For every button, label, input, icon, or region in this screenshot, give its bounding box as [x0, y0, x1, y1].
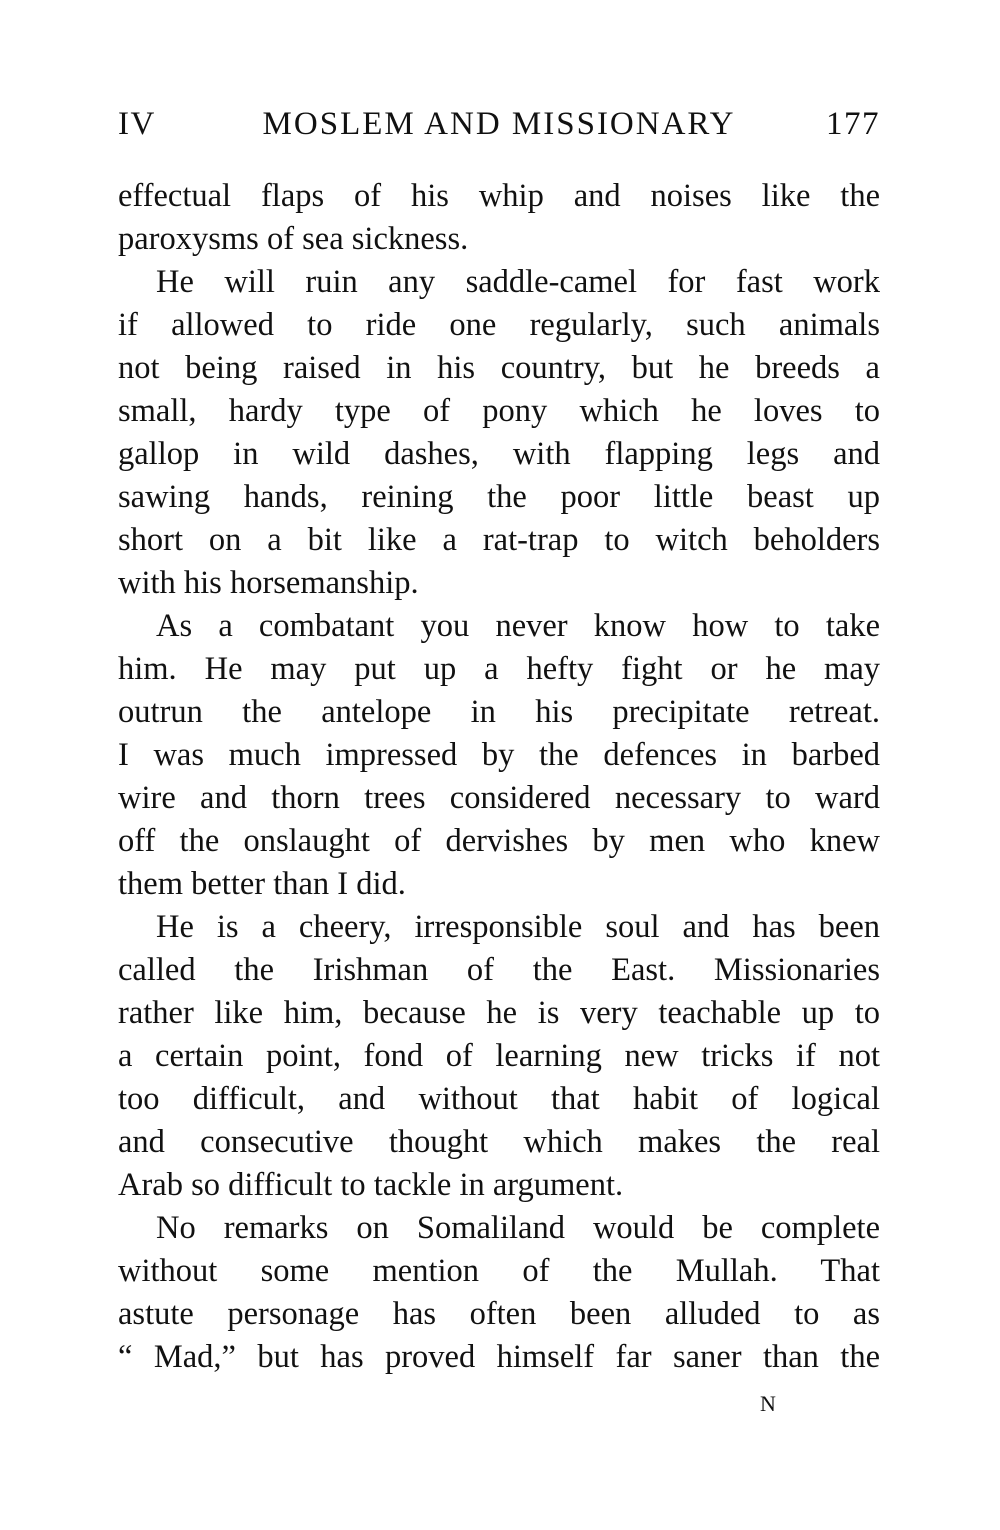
text-line: short on a bit like a rat-trap to witch beholders: [118, 522, 880, 558]
text-line: “ Mad,” but has proved himself far saner than the: [118, 1339, 880, 1375]
text-line: He will ruin any saddle-camel for fast work: [156, 264, 880, 300]
text-line: a certain point, fond of learning new tricks if not: [118, 1038, 880, 1074]
text-line: gallop in wild dashes, with flapping legs and: [118, 436, 880, 472]
running-head: [118, 106, 880, 156]
text-line: him. He may put up a hefty fight or he may: [118, 651, 880, 687]
text-line: not being raised in his country, but he breeds a: [118, 350, 880, 386]
text-line: outrun the antelope in his precipitate retreat.: [118, 694, 880, 730]
text-line: called the Irishman of the East. Missionaries: [118, 952, 880, 988]
text-line: He is a cheery, irresponsible soul and has been: [156, 909, 880, 945]
text-line: and consecutive thought which makes the real: [118, 1124, 880, 1160]
signature-mark: N: [760, 1391, 777, 1416]
text-line: rather like him, because he is very teachable up to: [118, 995, 880, 1031]
text-line: I was much impressed by the defences in barbed: [118, 737, 880, 773]
text-line: if allowed to ride one regularly, such animals: [118, 307, 880, 343]
text-line: As a combatant you never know how to take: [156, 608, 880, 644]
body-text: [118, 175, 880, 1379]
text-line: without some mention of the Mullah. That: [118, 1253, 880, 1289]
text-line: with his horsemanship.: [118, 565, 419, 601]
text-line: them better than I did.: [118, 866, 406, 902]
text-line: paroxysms of sea sickness.: [118, 221, 469, 257]
text-line: off the onslaught of dervishes by men who knew: [118, 823, 880, 859]
text-line: Arab so difficult to tackle in argument.: [118, 1167, 624, 1203]
text-line: No remarks on Somaliland would be complete: [156, 1210, 880, 1246]
running-title: MOSLEM AND MISSIONARY: [262, 106, 736, 142]
text-line: wire and thorn trees considered necessary to ward: [118, 780, 880, 816]
text-line: small, hardy type of pony which he loves to: [118, 393, 880, 429]
chapter-number: IV: [118, 106, 156, 142]
text-line: effectual flaps of his whip and noises like the: [118, 178, 880, 214]
page-number: 177: [826, 106, 880, 142]
text-line: astute personage has often been alluded to as: [118, 1296, 880, 1332]
text-line: sawing hands, reining the poor little beast up: [118, 479, 880, 515]
text-line: too difficult, and without that habit of logical: [118, 1081, 880, 1117]
